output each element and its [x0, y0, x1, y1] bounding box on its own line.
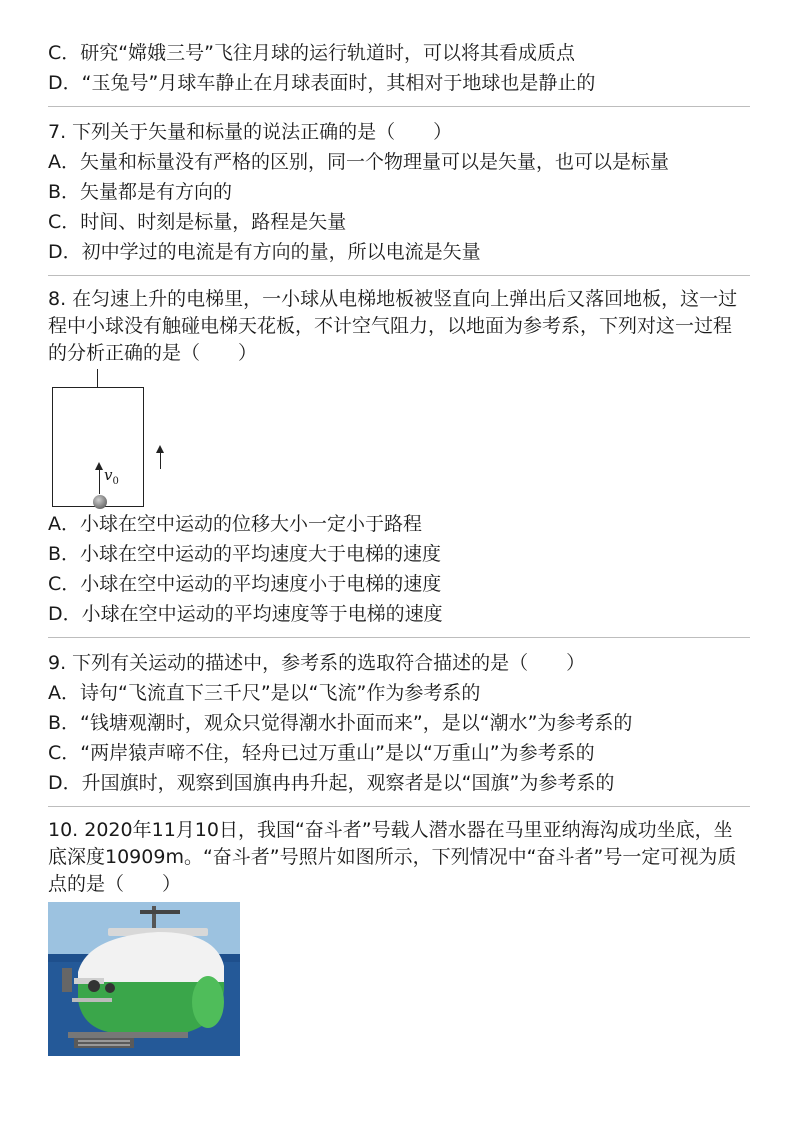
q6-option-c: C．研究“嫦娥三号”飞往月球的运行轨道时，可以将其看成质点	[48, 42, 575, 64]
question-page	[48, 38, 750, 1056]
q8-option-b: B．小球在空中运动的平均速度大于电梯的速度	[48, 543, 442, 565]
q8-option-c: C．小球在空中运动的平均速度小于电梯的速度	[48, 573, 442, 595]
q7-option-a: A．矢量和标量没有严格的区别，同一个物理量可以是矢量，也可以是标量	[48, 151, 669, 173]
question-8	[48, 286, 750, 629]
q7-stem: 7. 下列关于矢量和标量的说法正确的是（ ）	[48, 121, 453, 143]
submersible-photo	[48, 902, 240, 1056]
elevator-figure	[52, 369, 212, 509]
velocity-label: $v_0$	[104, 466, 119, 487]
elevator-up-arrow-icon	[160, 447, 161, 469]
elevator-box	[52, 387, 144, 507]
q7-option-d: D．初中学过的电流是有方向的量，所以电流是矢量	[48, 241, 481, 263]
q8-stem: 8. 在匀速上升的电梯里，一小球从电梯地板被竖直向上弹出后又落回地板，这一过程中小球没有触碰电梯天花板，不计空气阻力，以地面为参考系，下列对这一过程的分析正确的是（ ）	[48, 288, 738, 364]
submersible-illustration	[48, 902, 240, 1056]
question-9	[48, 648, 750, 798]
q9-option-d: D．升国旗时，观察到国旗冉冉升起，观察者是以“国旗”为参考系的	[48, 772, 615, 794]
separator	[48, 637, 750, 638]
q6-option-d: D．“玉兔号”月球车静止在月球表面时，其相对于地球也是静止的	[48, 72, 596, 94]
ball	[93, 495, 107, 509]
separator	[48, 106, 750, 107]
q9-option-c: C．“两岸猿声啼不住，轻舟已过万重山”是以“万重山”为参考系的	[48, 742, 595, 764]
q9-option-a: A．诗句“飞流直下三千尺”是以“飞流”作为参考系的	[48, 682, 481, 704]
question-7	[48, 117, 750, 267]
elevator-cable	[97, 369, 98, 387]
q9-stem: 9. 下列有关运动的描述中，参考系的选取符合描述的是（ ）	[48, 652, 586, 674]
separator	[48, 806, 750, 807]
q7-option-b: B．矢量都是有方向的	[48, 181, 233, 203]
question-6	[48, 38, 750, 98]
ball-velocity-arrow-icon	[99, 464, 100, 494]
question-10	[48, 817, 750, 1056]
q8-option-d: D．小球在空中运动的平均速度等于电梯的速度	[48, 603, 443, 625]
separator	[48, 275, 750, 276]
q7-option-c: C．时间、时刻是标量，路程是矢量	[48, 211, 347, 233]
q10-stem: 10. 2020年11月10日，我国“奋斗者”号载人潜水器在马里亚纳海沟成功坐底，坐底深度10909m。“奋斗者”号照片如图所示，下列情况中“奋斗者”号一定可视为质点的是（ ）	[48, 819, 737, 895]
q9-option-b: B．“钱塘观潮时，观众只觉得潮水扑面而来”，是以“潮水”为参考系的	[48, 712, 633, 734]
q8-option-a: A．小球在空中运动的位移大小一定小于路程	[48, 513, 422, 535]
